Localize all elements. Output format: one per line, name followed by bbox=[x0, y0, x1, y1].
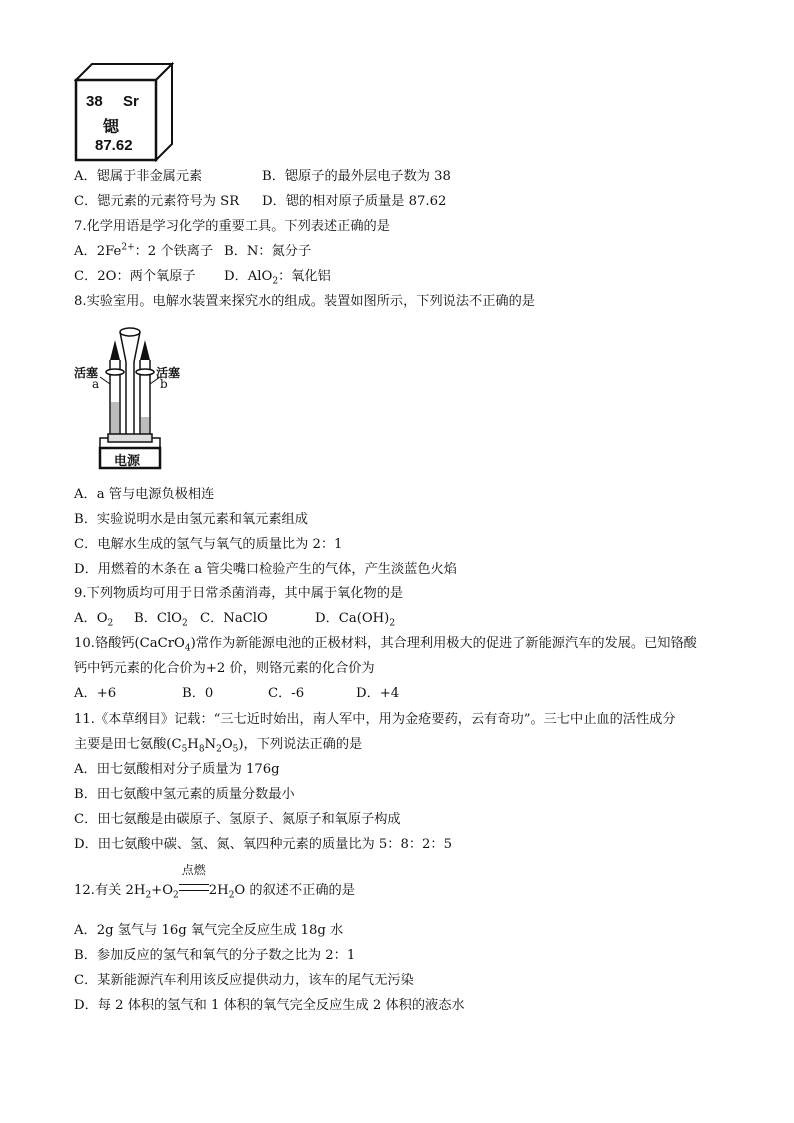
q10-stem-line2: 钙中钙元素的化合价为+2 价，则铬元素的化合价为 bbox=[74, 661, 375, 676]
q9-option-b: B．ClO$_2$ bbox=[134, 611, 188, 629]
q6-options-row1 bbox=[74, 167, 451, 187]
q7-options-row1 bbox=[74, 242, 311, 262]
q9-option-d: D．$Ca(OH)_2$ bbox=[315, 611, 396, 629]
q6-option-b: B．锶原子的最外层电子数为 38 bbox=[262, 169, 451, 184]
q12-option-d: D．每 2 体积的氢气和 1 体积的氧气完全反应生成 2 体积的液态水 bbox=[74, 998, 465, 1013]
reaction-condition: 点燃 bbox=[181, 863, 206, 877]
q12-stem: 12.有关 $2H_2+O_2$ 点燃 $2H_2O$ 的叙述不正确的是 bbox=[74, 878, 355, 901]
q6-option-a: A．锶属于非金属元素 bbox=[74, 169, 203, 184]
q10-option-d: D．+4 bbox=[356, 686, 400, 701]
q6-option-c: C．锶元素的元素符号为 SR bbox=[74, 194, 240, 209]
q6-option-d: D．锶的相对原子质量是 87.62 bbox=[262, 194, 447, 209]
q12-option-c: C．某新能源汽车利用该反应提供动力，该车的尾气无污染 bbox=[74, 973, 414, 988]
q7-option-c: C．2O：两个氧原子 bbox=[74, 269, 196, 284]
stopcock-label-right: 活塞 bbox=[156, 366, 181, 380]
q10-stem-line1: 10.铬酸钙(CaCrO$_4$)常作为新能源电池的正极材料，其合理利用极大的促进了新能源汽车的发展。已知铬酸 bbox=[74, 636, 697, 654]
q9-stem: 9.下列物质均可用于日常杀菌消毒，其中属于氧化物的是 bbox=[74, 586, 404, 601]
q10-options bbox=[74, 684, 399, 704]
q11-option-c: C．田七氨酸是由碳原子、氢原子、氮原子和氧原子构成 bbox=[74, 812, 401, 827]
q12-option-a: A．2g 氢气与 16g 氧气完全反应生成 18g 水 bbox=[74, 923, 344, 938]
q7-options-row2 bbox=[74, 267, 331, 287]
q7-option-a: A．$2Fe^{2+}$：2 个铁离子 bbox=[74, 242, 214, 259]
q10-option-b: B．0 bbox=[182, 686, 214, 701]
sr-atomic-number: 38 bbox=[86, 93, 103, 110]
q8-option-c: C．电解水生成的氢气与氧气的质量比为 2：1 bbox=[74, 537, 343, 552]
tube-a-label: a bbox=[92, 377, 100, 391]
sr-name: 锶 bbox=[103, 117, 120, 136]
q8-option-a: A．a 管与电源负极相连 bbox=[74, 487, 215, 502]
q10-option-c: C．-6 bbox=[268, 686, 305, 701]
q11-option-d: D．田七氨酸中碳、氢、氮、氧四种元素的质量比为 5：8：2：5 bbox=[74, 837, 453, 852]
q7-stem: 7.化学用语是学习化学的重要工具。下列表述正确的是 bbox=[74, 219, 390, 234]
q12-option-b: B．参加反应的氢气和氧气的分子数之比为 2：1 bbox=[74, 948, 356, 963]
tube-b-label: b bbox=[160, 377, 168, 391]
q8-option-b: B．实验说明水是由氢元素和氧元素组成 bbox=[74, 512, 308, 527]
sr-mass: 87.62 bbox=[95, 137, 133, 154]
stopcock-label-left: 活塞 bbox=[74, 366, 99, 380]
q9-options bbox=[74, 609, 395, 629]
q7-option-d: D．AlO$_2$：氧化铝 bbox=[224, 269, 331, 287]
sr-symbol: Sr bbox=[123, 93, 139, 110]
q9-option-c: C．NaClO bbox=[200, 611, 268, 626]
q11-option-b: B．田七氨酸中氢元素的质量分数最小 bbox=[74, 787, 295, 802]
q9-option-a: A．$O_2$ bbox=[74, 611, 114, 629]
q11-stem-line2: 主要是田七氨酸$(C_5H_8N_2O_5)$，下列说法正确的是 bbox=[74, 737, 363, 755]
q8-stem: 8.实验室用。电解水装置来探究水的组成。装置如图所示，下列说法不正确的是 bbox=[74, 294, 535, 309]
q10-option-a: A．+6 bbox=[74, 686, 117, 701]
q11-option-a: A．田七氨酸相对分子质量为 176g bbox=[74, 762, 280, 777]
q8-option-d: D．用燃着的木条在 a 管尖嘴口检验产生的气体，产生淡蓝色火焰 bbox=[74, 562, 457, 577]
q7-option-b: B．N：氮分子 bbox=[224, 244, 312, 259]
reaction-arrow bbox=[179, 863, 209, 894]
q11-stem-line1: 11.《本草纲目》记载：“三七近时始出，南人军中，用为金疮要药，云有奇功”。三七中止血的活性成分 bbox=[74, 712, 676, 727]
power-supply-label: 电源 bbox=[114, 454, 141, 469]
q6-options-row2 bbox=[74, 192, 446, 212]
